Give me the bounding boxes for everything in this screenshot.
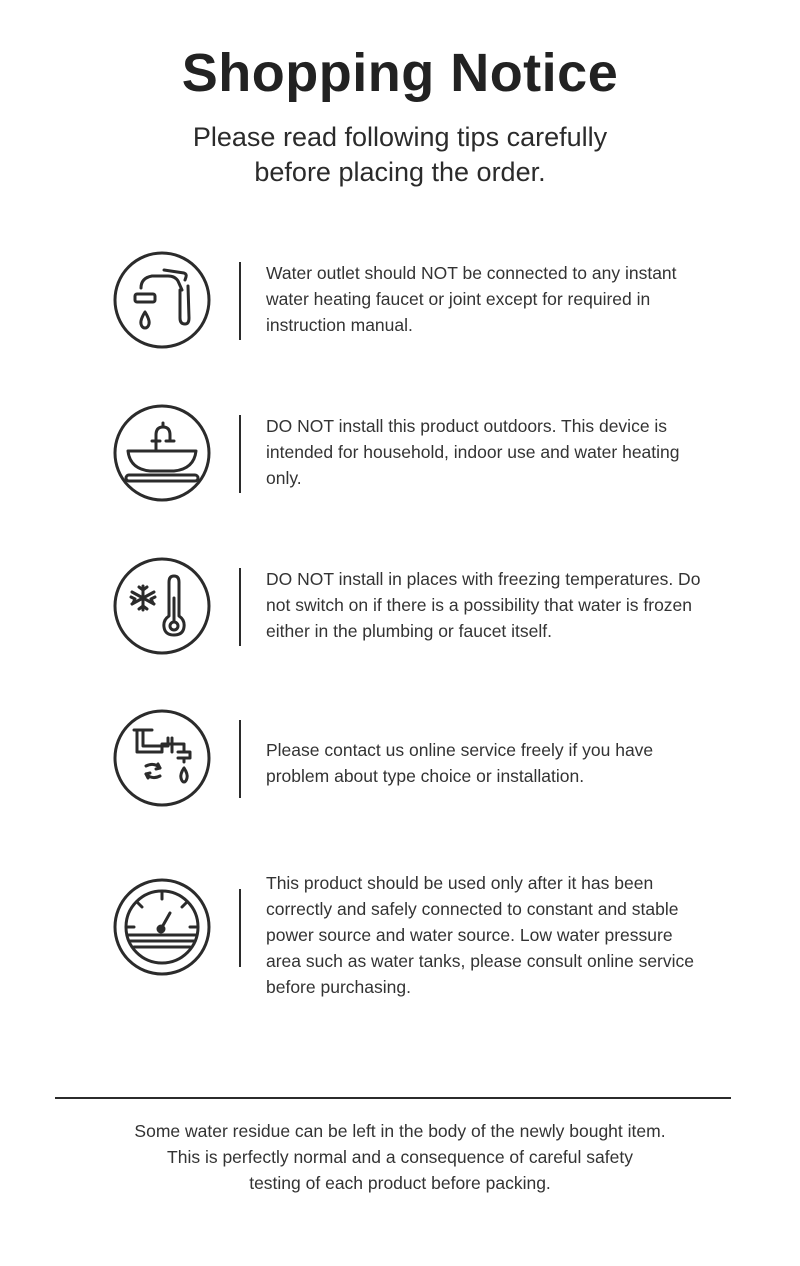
tip-text: This product should be used only after it has been correctly and safely connected to constant and stable power source and water source. Low water pressure area such as water tanks, please consult online service before purchasing. [266, 873, 695, 997]
tip-text: Water outlet should NOT be connected to any instant water heating faucet or joint except for required in instruction manual. [266, 263, 677, 335]
subtitle-line-1: Please read following tips carefully [192, 122, 608, 152]
footer-line-2: This is perfectly normal and a consequence of careful safety [167, 1147, 633, 1167]
pressure-gauge-icon [112, 877, 212, 977]
tip-divider [239, 568, 241, 646]
footer-line-3: testing of each product before packing. [249, 1173, 551, 1193]
basin-icon [112, 403, 212, 503]
tip-divider [239, 889, 241, 967]
freezing-thermometer-icon [112, 556, 212, 656]
footer-line-1: Some water residue can be left in the body of the newly bought item. [134, 1121, 666, 1141]
footer-divider [55, 1097, 731, 1099]
page-subtitle [0, 120, 800, 190]
footer-note [0, 1118, 800, 1196]
pipe-service-icon [112, 708, 212, 808]
tip-divider [239, 415, 241, 493]
tip-text: Please contact us online service freely if you have problem about type choice or installation. [266, 740, 654, 786]
subtitle-line-2: before placing the order. [254, 157, 546, 187]
faucet-icon [112, 250, 212, 350]
tip-divider [239, 720, 241, 798]
page-title: Shopping Notice [181, 43, 619, 103]
tip-text: DO NOT install this product outdoors. This device is intended for household, indoor use and water heating only. [266, 416, 680, 488]
tip-divider [239, 262, 241, 340]
tip-text: DO NOT install in places with freezing temperatures. Do not switch on if there is a possibility that water is frozen either in the plumbing or faucet itself. [266, 569, 701, 641]
